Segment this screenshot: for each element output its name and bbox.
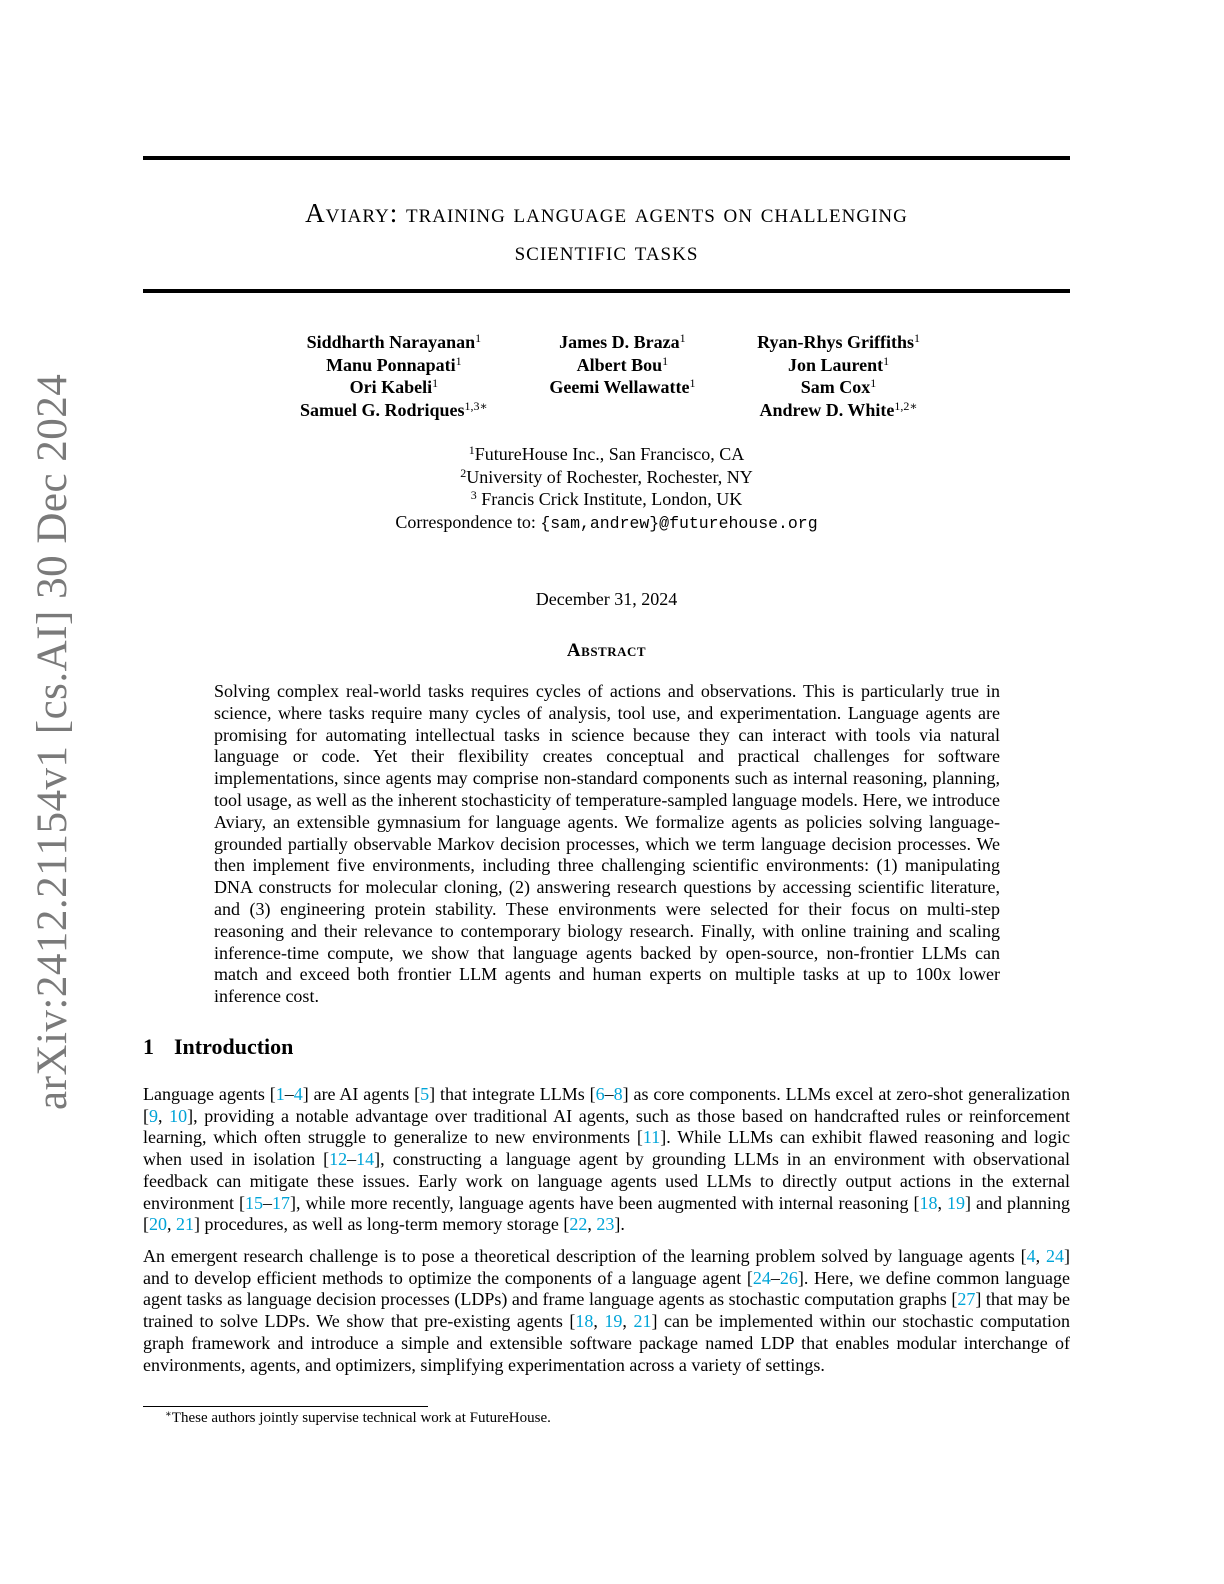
citation-link[interactable]: 23 bbox=[596, 1214, 615, 1235]
text-run: ] can be implemented within our stochastic computation graph framework and introduce a simple and extensible software package named LDP that enables modular interchange of environments, agents, and optimizers, simplifying experimentation across a variety of settings. bbox=[143, 1311, 1071, 1375]
section-number: 1 bbox=[143, 1034, 154, 1059]
text-run: ] are AI agents [ bbox=[302, 1084, 421, 1104]
text-run: ] as core components. LLMs excel at zero-shot generalization [ bbox=[143, 1084, 1070, 1126]
citation-link[interactable]: 22 bbox=[569, 1214, 588, 1235]
citation-link[interactable]: 6 bbox=[595, 1084, 605, 1104]
text-run: – bbox=[347, 1149, 357, 1170]
text-run: , bbox=[158, 1105, 170, 1126]
citation-link[interactable]: 15 bbox=[244, 1192, 263, 1213]
citation-link[interactable]: 4 bbox=[1026, 1246, 1036, 1266]
affiliations bbox=[143, 443, 1070, 535]
author: Sam Cox$^1$ bbox=[800, 376, 877, 397]
citation-link[interactable]: 9 bbox=[149, 1105, 158, 1126]
text-run: ] procedures, as well as long-term memory storage [ bbox=[194, 1214, 570, 1235]
author-column-1 bbox=[300, 331, 488, 421]
author: Ori Kabeli$^1$ bbox=[349, 376, 439, 397]
citation-link[interactable]: 8 bbox=[613, 1084, 623, 1104]
section-title: Introduction bbox=[174, 1034, 294, 1059]
text-run: – bbox=[604, 1084, 614, 1104]
text-run: An emergent research challenge is to pose a theoretical description of the learning problem solved by language agents [ bbox=[143, 1246, 1027, 1266]
citation-link[interactable]: 14 bbox=[356, 1149, 375, 1170]
section-heading bbox=[143, 1034, 293, 1060]
text-run: ]. bbox=[614, 1214, 625, 1235]
text-run: , bbox=[593, 1311, 605, 1332]
author: Andrew D. White$^{1,2∗}$ bbox=[759, 398, 918, 420]
citation-link[interactable]: 10 bbox=[169, 1105, 188, 1126]
citation-link[interactable]: 1 bbox=[275, 1084, 285, 1104]
affiliation: $^1$FutureHouse Inc., San Francisco, CA bbox=[468, 443, 745, 464]
title-line-2: scientific tasks bbox=[514, 236, 699, 266]
citation-link[interactable]: 11 bbox=[642, 1127, 661, 1148]
citation-link[interactable]: 19 bbox=[604, 1311, 623, 1332]
author: Samuel G. Rodriques$^{1,3∗}$ bbox=[300, 398, 488, 420]
author: Jon Laurent$^1$ bbox=[787, 353, 890, 375]
intro-paragraph-2 bbox=[143, 1246, 1070, 1376]
text-run: , bbox=[937, 1192, 948, 1213]
text-run: ] and to develop efficient methods to optimize the components of a language agent [ bbox=[143, 1246, 1071, 1288]
paper-title bbox=[143, 194, 1070, 270]
citation-link[interactable]: 27 bbox=[957, 1289, 976, 1310]
text-run: Language agents [ bbox=[143, 1084, 276, 1104]
text-run: ], constructing a language agent by grounding LLMs in an environment with observational feedback can mitigate these issues. Early work on language agents used LLMs to directly output actions in the external environment [ bbox=[143, 1149, 1071, 1213]
text-run: ] that integrate LLMs [ bbox=[429, 1084, 596, 1104]
author-column-3 bbox=[757, 331, 920, 421]
correspondence: Correspondence to: {sam,andrew}@futurehouse.org bbox=[395, 511, 818, 533]
affiliation: $^2$University of Rochester, Rochester, NY bbox=[460, 465, 753, 487]
title-rule-top bbox=[143, 156, 1070, 160]
paper-date: December 31, 2024 bbox=[535, 589, 678, 609]
text-run: ]. While LLMs can exhibit flawed reasoning and logic when used in isolation [ bbox=[143, 1127, 1070, 1170]
arxiv-stamp: arXiv:2412.21154v1 [cs.AI] 30 Dec 2024 bbox=[29, 373, 76, 1110]
text-run: , bbox=[622, 1311, 634, 1332]
citation-link[interactable]: 4 bbox=[293, 1084, 303, 1104]
citation-link[interactable]: 20 bbox=[149, 1214, 167, 1235]
abstract-heading: Abstract bbox=[566, 640, 647, 661]
author: Geemi Wellawatte$^1$ bbox=[549, 376, 696, 397]
text-run: – bbox=[262, 1192, 272, 1213]
text-run: – bbox=[284, 1084, 294, 1104]
citation-link[interactable]: 24 bbox=[1046, 1246, 1065, 1266]
citation-link[interactable]: 12 bbox=[329, 1149, 348, 1170]
citation-link[interactable]: 26 bbox=[779, 1267, 798, 1288]
intro-paragraph-1 bbox=[143, 1084, 1070, 1236]
text-run: ]. Here, we define common language agent tasks as language decision processes (LDPs) and frame language agents as stochastic computation graphs [ bbox=[143, 1267, 1071, 1310]
correspondence-email[interactable]: {sam,andrew}@futurehouse.org bbox=[540, 513, 818, 533]
text-run: ], providing a notable advantage over traditional AI agents, such as those based on handcrafted rules or reinforcement learning, which often struggle to generalize to new environments [ bbox=[143, 1105, 1070, 1148]
citation-link[interactable]: 17 bbox=[271, 1192, 290, 1213]
text-run: ] that may be trained to solve LDPs. We show that pre-existing agents [ bbox=[143, 1289, 1070, 1332]
author: Manu Ponnapati$^1$ bbox=[326, 353, 462, 375]
affiliation: $^3$ Francis Crick Institute, London, UK bbox=[470, 488, 743, 509]
text-run: ] and planning [ bbox=[143, 1192, 1070, 1235]
text-run: , bbox=[167, 1214, 176, 1235]
text-run: , bbox=[587, 1214, 597, 1235]
citation-link[interactable]: 18 bbox=[919, 1192, 938, 1213]
footnote-rule bbox=[143, 1406, 428, 1407]
citation-link[interactable]: 21 bbox=[176, 1214, 194, 1235]
title-line-1: Aviary: training language agents on challenging bbox=[305, 198, 908, 228]
author: Ryan-Rhys Griffiths$^1$ bbox=[757, 331, 920, 352]
citation-link[interactable]: 21 bbox=[633, 1311, 652, 1332]
author-block bbox=[300, 331, 920, 421]
text-run: – bbox=[770, 1267, 780, 1288]
author: Siddharth Narayanan$^1$ bbox=[306, 331, 482, 352]
author: Albert Bou$^1$ bbox=[576, 353, 669, 375]
author-column-2 bbox=[549, 331, 695, 421]
citation-link[interactable]: 24 bbox=[752, 1267, 771, 1288]
author: James D. Braza$^1$ bbox=[559, 331, 686, 352]
footnote: ∗These authors jointly supervise technical work at FutureHouse. bbox=[165, 1409, 551, 1426]
text-run: ], while more recently, language agents have been augmented with internal reasoning [ bbox=[289, 1192, 920, 1213]
citation-link[interactable]: 18 bbox=[575, 1311, 594, 1332]
citation-link[interactable]: 5 bbox=[420, 1084, 430, 1104]
citation-link[interactable]: 19 bbox=[947, 1192, 966, 1213]
text-run: , bbox=[1035, 1246, 1047, 1266]
abstract-text: Solving complex real-world tasks requires cycles of actions and observations. This is particularly true in science, where tasks require many cycles of analysis, tool use, and experimentation. Language agents are promising for automating intellectual tasks in science because they can interact with tools via natural language or code. Yet their flexibility creates conceptual and practical challenges for software implementations, since agents may comprise non-standard components such as internal reasoning, planning, tool usage, as well as the inherent stochasticity of temperature-sampled language models. Here, we introduce Aviary, an extensible gymnasium for language agents. We formalize agents as policies solving language-grounded partially observable Markov decision processes, which we term language decision processes. We then implement five environments, including three challenging scientific environments: (1) manipulating DNA constructs for molecular cloning, (2) answering research questions by accessing scientific literature, and (3) engineering protein stability. These environments were selected for their focus on multi-step reasoning and their relevance to contemporary biology research. Finally, with online training and scaling inference-time compute, we show that language agents backed by open-source, non-frontier LLMs can match and exceed both frontier LLM agents and human experts on multiple tasks at up to 100x lower inference cost. bbox=[214, 681, 1000, 1007]
title-rule-bottom bbox=[143, 289, 1070, 293]
